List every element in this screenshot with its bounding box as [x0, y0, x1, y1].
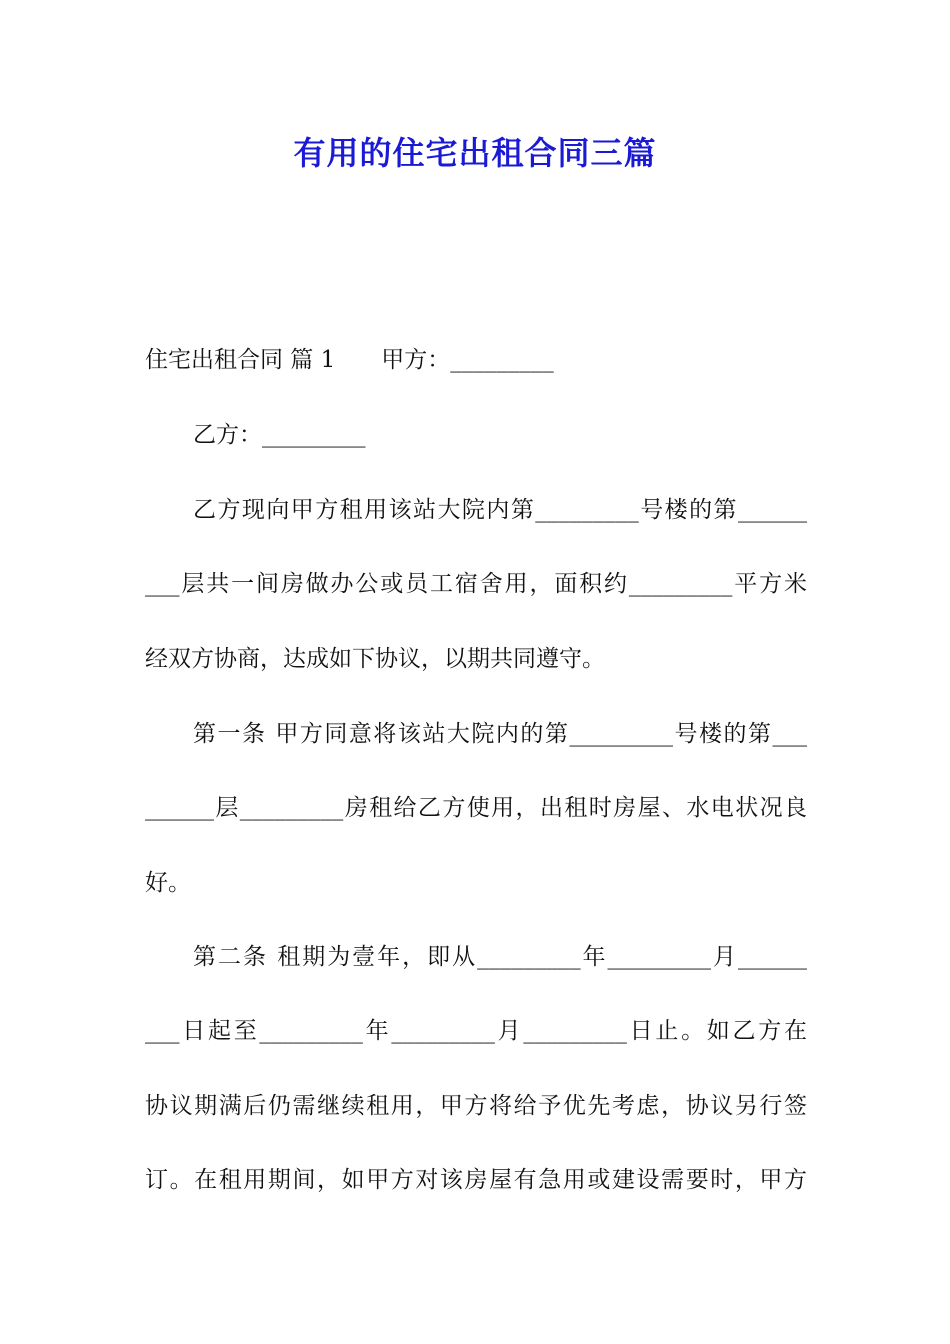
document-title: 有用的住宅出租合同三篇: [293, 134, 657, 172]
paragraph-line: 乙方现向甲方租用该站大院内第_________号楼的第______: [193, 497, 807, 523]
paragraph-line: ___层共一间房做办公或员工宿舍用，面积约_________平方米: [145, 571, 807, 597]
party-a-line: 甲方：_________: [381, 347, 554, 373]
party-b-line: 乙方：_________: [193, 422, 366, 448]
paragraph-line: 经双方协商，达成如下协议，以期共同遵守。: [145, 646, 605, 672]
paragraph-line: 订。在租用期间，如甲方对该房屋有急用或建设需要时，甲方: [145, 1167, 807, 1193]
paragraph-line: 好。: [145, 870, 191, 896]
heading-line: [145, 342, 807, 378]
paragraph-line: 第一条 甲方同意将该站大院内的第_________号楼的第___: [193, 721, 807, 747]
contract-section-label: 住宅出租合同 篇 1: [145, 347, 336, 373]
paragraph-line: 协议期满后仍需继续租用，甲方将给予优先考虑，协议另行签: [145, 1093, 807, 1119]
paragraph-line: 第二条 租期为壹年，即从_________年_________月______: [193, 944, 807, 970]
paragraph-line: ______层_________房租给乙方使用，出租时房屋、水电状况良: [145, 795, 807, 821]
paragraph-line: ___日起至_________年_________月_________日止。如乙方在: [145, 1018, 807, 1044]
